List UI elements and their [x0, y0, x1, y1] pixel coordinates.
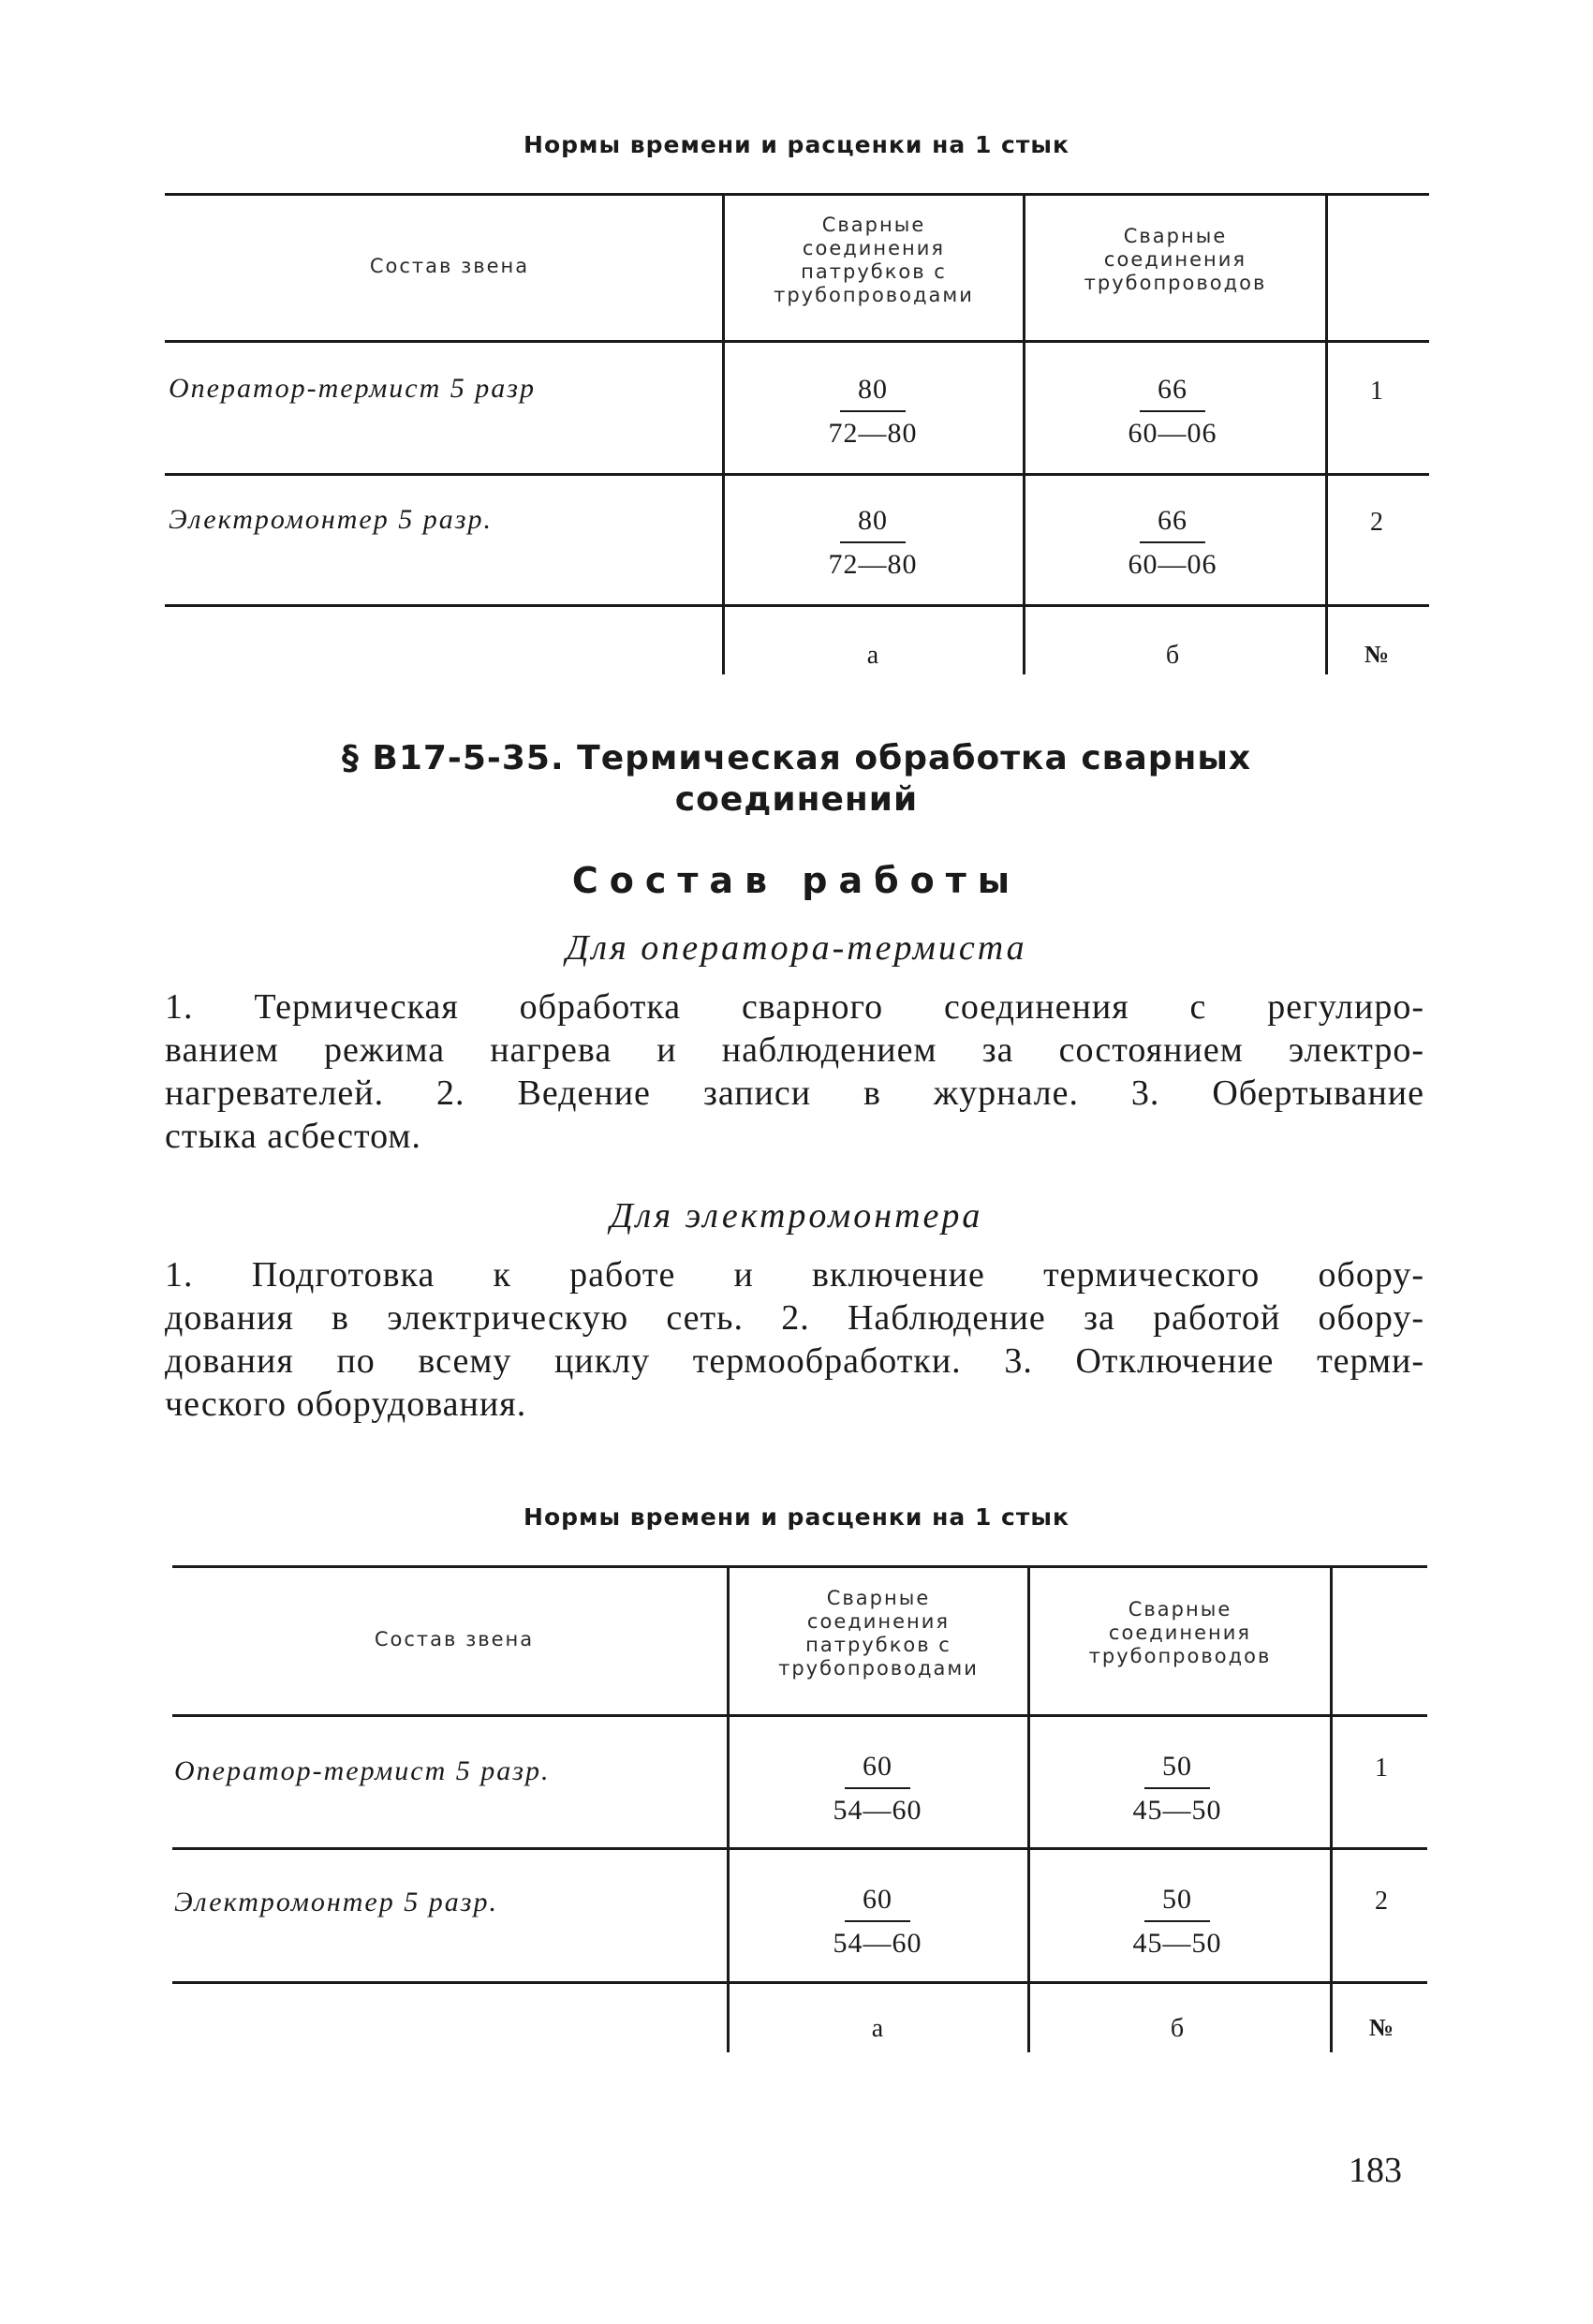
table-1-row-1-col-a: 80 72—80	[828, 374, 918, 449]
table-2-bottom-rule	[172, 1981, 1427, 1984]
table-2-footer-number: №	[1368, 2014, 1394, 2041]
table-1-caption: Нормы времени и расценки на 1 стык	[524, 131, 1069, 158]
table-1-row-2-number: 2	[1370, 508, 1383, 537]
table-2-footer-a: а	[871, 2014, 884, 2043]
table-1-header-col-a: Сварные соединения патрубков с трубопроводами	[774, 214, 974, 306]
table-1-footer-b: б	[1165, 641, 1180, 670]
table-2-caption: Нормы времени и расценки на 1 стык	[524, 1503, 1069, 1531]
table-1-row-2-label: Электромонтер 5 разр.	[169, 504, 493, 535]
table-1-footer-a: а	[866, 641, 879, 670]
table-2-row-1-label: Оператор-термист 5 разр.	[174, 1755, 551, 1786]
table-2-header-rule	[172, 1714, 1427, 1717]
section-title-line-1: § В17-5-35. Термическая обработка сварных	[341, 739, 1252, 777]
page-number: 183	[1349, 2151, 1402, 2190]
table-1-top-rule	[165, 193, 1429, 196]
table-2-row-2-col-a: 60 54—60	[833, 1884, 922, 1959]
operator-heading: Для оператора-термиста	[566, 928, 1027, 968]
table-1-row-1-number: 1	[1370, 377, 1383, 406]
table-2-row-1-col-b: 50 45—50	[1132, 1751, 1222, 1826]
electrician-heading: Для электромонтера	[610, 1196, 983, 1236]
table-1-row-2-col-a: 80 72—80	[828, 505, 918, 580]
table-1-row-2-col-b: 66 60—06	[1128, 505, 1217, 580]
table-1-header-col-b: Сварные соединения трубопроводов	[1084, 225, 1267, 294]
table-1-bottom-rule	[165, 604, 1429, 607]
table-2-col-divider-c	[1330, 1565, 1333, 2052]
table-1-row-1-label: Оператор-термист 5 разр	[169, 373, 536, 404]
table-2-header-col-a: Сварные соединения патрубков с трубопроводами	[778, 1587, 979, 1680]
table-1-header-rule	[165, 340, 1429, 343]
table-1-row-rule	[165, 473, 1429, 476]
table-2-footer-b: б	[1170, 2014, 1185, 2043]
table-2-header-composition: Состав звена	[374, 1628, 535, 1650]
table-2-row-2-number: 2	[1375, 1887, 1388, 1916]
electrician-paragraph: 1. Подготовка к работе и включение термического обору- дования в электрическую сеть. 2. Наблюдение за работой обору- дования по всему циклу термообработки. 3. Отключение терми- ческого оборудования.	[165, 1255, 1424, 1424]
table-2-top-rule	[172, 1565, 1427, 1568]
table-1-footer-number: №	[1364, 641, 1390, 668]
table-1-row-1-col-b: 66 60—06	[1128, 374, 1217, 449]
table-1-col-divider-c	[1325, 193, 1328, 674]
table-2-row-1-number: 1	[1375, 1754, 1388, 1783]
section-title-line-2: соединений	[674, 780, 919, 819]
section-title	[0, 738, 1593, 821]
table-2-row-1-col-a: 60 54—60	[833, 1751, 922, 1826]
table-2-header-col-b: Сварные соединения трубопроводов	[1088, 1598, 1272, 1667]
table-2-row-2-col-b: 50 45—50	[1132, 1884, 1222, 1959]
work-heading: Состав работы	[571, 860, 1022, 901]
table-1-header-composition: Состав звена	[369, 255, 530, 277]
operator-paragraph: 1. Термическая обработка сварного соединения с регулиро- ванием режима нагрева и наблюдением за состоянием электро- нагревателей. 2. Ведение записи в журнале. 3. Обертывание стыка асбестом.	[165, 987, 1424, 1156]
table-2-row-rule	[172, 1847, 1427, 1850]
table-2-row-2-label: Электромонтер 5 разр.	[174, 1887, 498, 1917]
